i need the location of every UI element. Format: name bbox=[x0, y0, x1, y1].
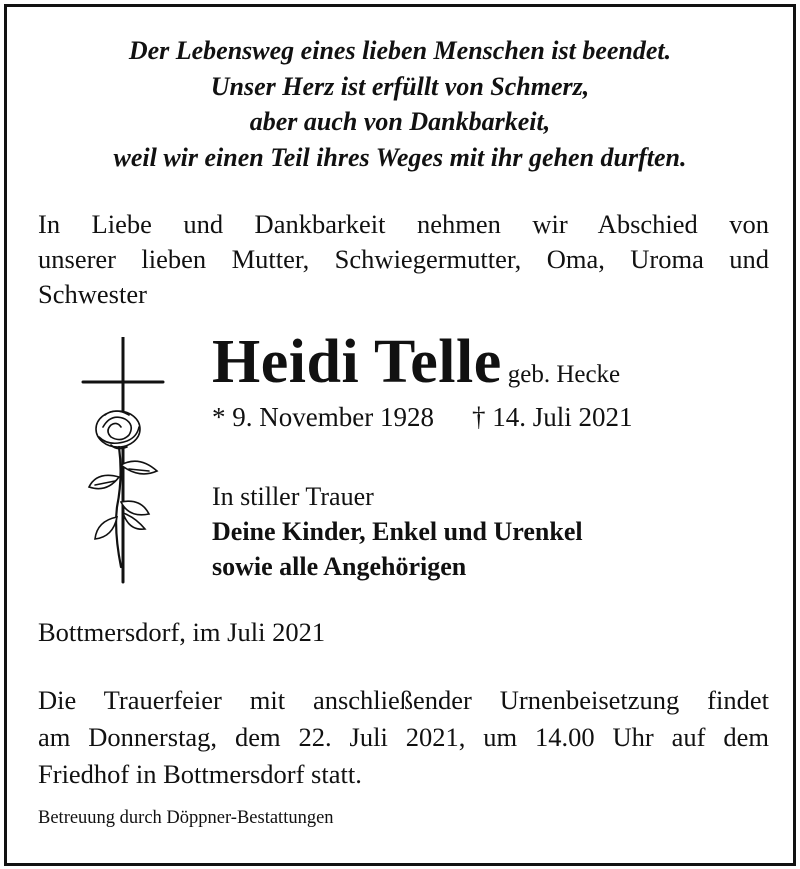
ceremony-line: am Donnerstag, dem 22. Juli 2021, um 14.00 Uhr auf dem bbox=[38, 722, 769, 752]
death-date: † 14. Juli 2021 bbox=[471, 402, 633, 432]
birth-date: * 9. November 1928 bbox=[212, 402, 434, 432]
funeral-home-credit: Betreuung durch Döppner-Bestattungen bbox=[38, 808, 334, 828]
life-dates bbox=[212, 402, 632, 433]
mourners-intro: In stiller Trauer bbox=[212, 482, 374, 511]
verse-line: Der Lebensweg eines lieben Menschen ist beendet. bbox=[128, 36, 672, 65]
place-date: Bottmersdorf, im Juli 2021 bbox=[38, 617, 326, 647]
deceased-name: Heidi Telle bbox=[212, 328, 502, 396]
verse-line: weil wir einen Teil ihres Weges mit ihr gehen durften. bbox=[113, 142, 687, 172]
ceremony-line: Die Trauerfeier mit anschließender Urnenbeisetzung findet bbox=[38, 685, 769, 715]
cross-with-rose-icon bbox=[81, 337, 171, 587]
intro-line: In Liebe und Dankbarkeit nehmen wir Abschied von bbox=[38, 209, 769, 239]
farewell-intro bbox=[38, 207, 769, 312]
intro-line: Schwester bbox=[38, 279, 147, 309]
birth-name: geb. Hecke bbox=[507, 361, 621, 388]
mourners bbox=[212, 479, 583, 584]
memorial-verse bbox=[7, 33, 793, 175]
intro-line: unserer lieben Mutter, Schwiegermutter, Oma, Uroma und bbox=[38, 244, 769, 274]
verse-line: Unser Herz ist erfüllt von Schmerz, bbox=[210, 71, 590, 101]
deceased-name-line bbox=[212, 327, 620, 398]
verse-line: aber auch von Dankbarkeit, bbox=[249, 107, 551, 136]
ceremony-info bbox=[38, 682, 769, 793]
mourners-line: sowie alle Angehörigen bbox=[212, 552, 467, 581]
ceremony-line: Friedhof in Bottmersdorf statt. bbox=[38, 759, 362, 789]
mourners-line: Deine Kinder, Enkel und Urenkel bbox=[212, 517, 583, 546]
obituary-notice bbox=[4, 4, 796, 866]
